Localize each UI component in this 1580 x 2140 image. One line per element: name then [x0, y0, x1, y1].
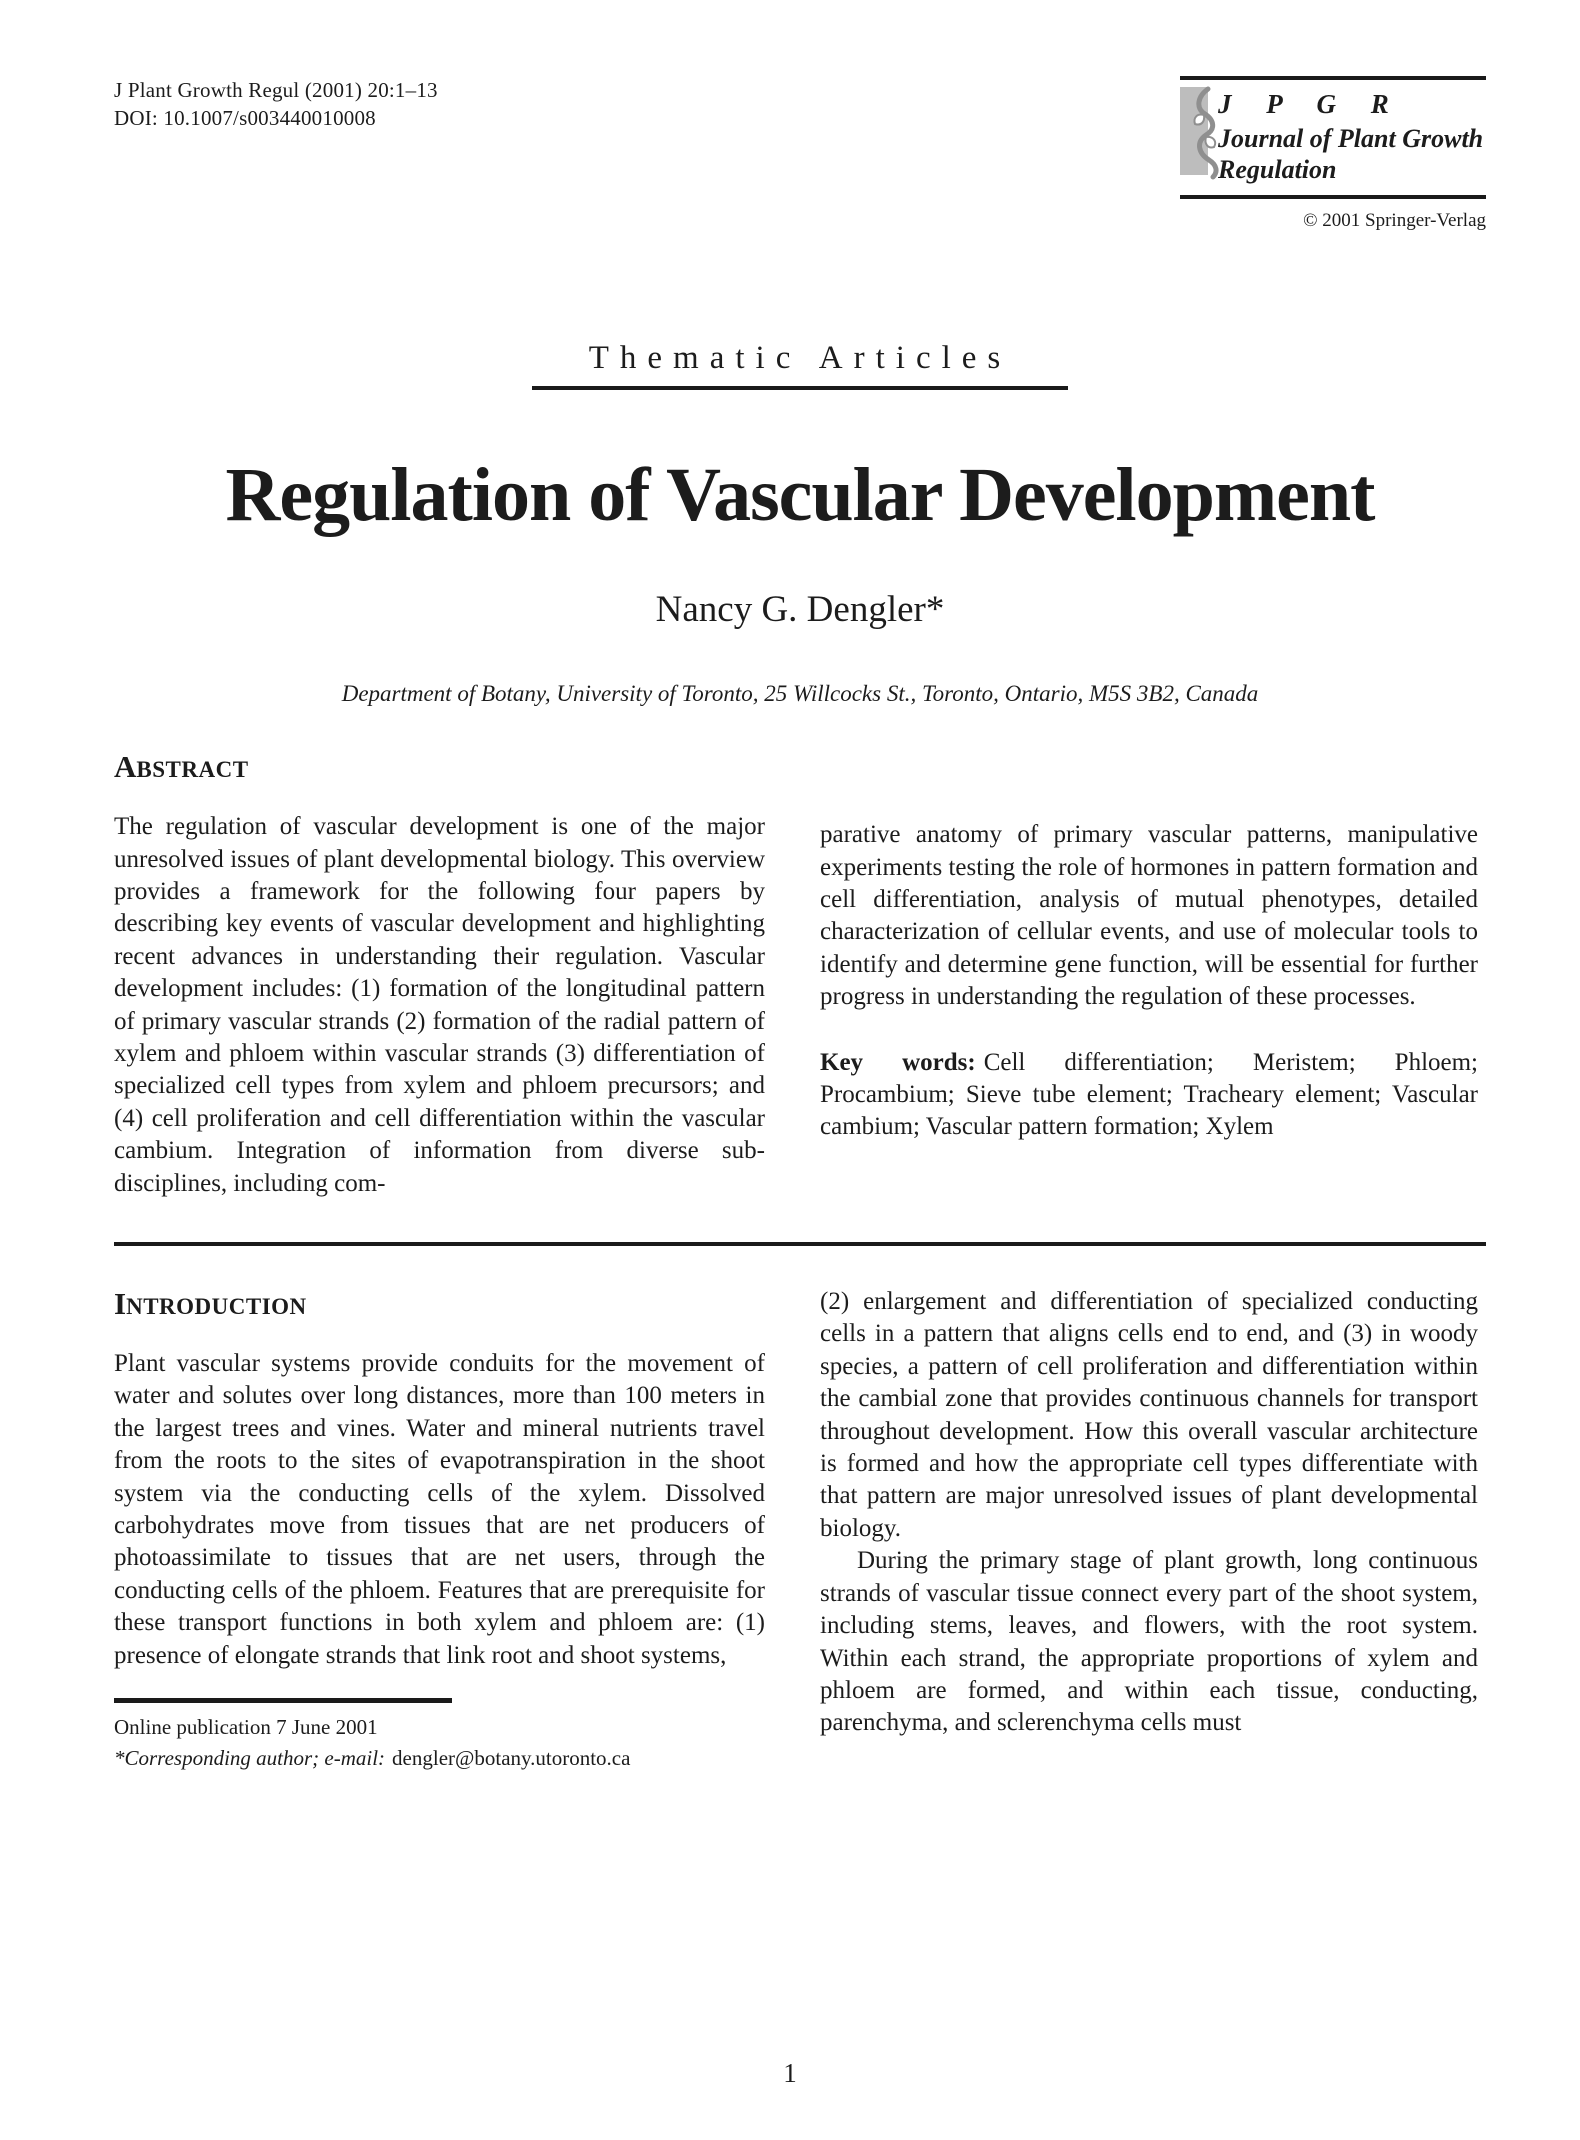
journal-citation-line1: J Plant Growth Regul (2001) 20:1–13 [114, 78, 438, 102]
keywords-list: Cell differentiation; Meristem; Phloem; Procambium; Sieve tube element; Tracheary element; Vascular cambium; Vascular pattern formation; Xylem [820, 1048, 1479, 1141]
footnote-corresponding-author [114, 1743, 765, 1773]
page-header [114, 0, 1486, 232]
keywords-paragraph [820, 1047, 1478, 1144]
abstract-text-col2: parative anatomy of primary vascular patterns, manipulative experiments testing the role of hormones in pattern formation and cell differentiation, analysis of mutual phenotypes, detailed characterization of cellular events, and use of molecular tools to identify and determine gene function, will be essential for further progress in understanding the regulation of these processes. [820, 821, 1478, 1011]
introduction-heading: INTRODUCTION [114, 1286, 307, 1322]
logo-gray-box [1180, 87, 1208, 175]
introduction-text-col1: Plant vascular systems provide conduits for the movement of water and solutes over long distances, more than 100 meters in the largest trees and vines. Water and mineral nutrients travel from the roots to the sites of evapotranspiration in the shoot system via the conducting cells of the xylem. Dissolved carbohydrates move from tissues that are net producers of photoassimilate to tissues that are net users, through the conducting cells of the phloem. Features that are prerequisite for these transport functions in both xylem and phloem are: (1) presence of elongate strands that link root and shoot systems, [114, 1350, 765, 1669]
section-label-block [114, 340, 1486, 390]
footnote-publication-date: Online publication 7 June 2001 [114, 1715, 378, 1740]
author-affiliation: Department of Botany, University of Toronto, 25 Willcocks St., Toronto, Ontario, M5S 3B2, Canada [341, 681, 1259, 707]
journal-logo [1180, 76, 1486, 232]
abstract-section [114, 749, 1486, 1200]
introduction-section [114, 1286, 1486, 1773]
author-name: Nancy G. Dengler* [655, 589, 945, 631]
footnote-author-label: *Corresponding author; e-mail: [114, 1745, 386, 1770]
section-label: Thematic Articles [588, 340, 1012, 377]
footnote-email: dengler@botany.utoronto.ca [392, 1745, 631, 1770]
logo-text [1218, 87, 1483, 185]
journal-citation [114, 76, 438, 133]
logo-name-line2: Regulation [1218, 155, 1337, 185]
article-title: Regulation of Vascular Development [225, 453, 1375, 538]
introduction-text-col2-para2: During the primary stage of plant growth, long continuous strands of vascular tissue connect every part of the shoot system, including stems, leaves, and flowers, with the root system. Within each strand, the appropriate proportions of xylem and phloem are formed, and within each tissue, conducting, parenchyma, and sclerenchyma cells must [820, 1547, 1478, 1737]
logo-bottom-rule [1180, 195, 1486, 199]
logo-acronym: J P G R [1218, 89, 1403, 119]
page-number: 1 [783, 2058, 797, 2088]
footnote-rule [114, 1698, 452, 1703]
introduction-left-column [114, 1286, 765, 1773]
abstract-right-column [820, 749, 1478, 1200]
logo-name-line1: Journal of Plant Growth [1218, 124, 1484, 153]
section-divider-rule [114, 1242, 1486, 1246]
abstract-left-column [114, 749, 765, 1200]
footnote-block [114, 1698, 765, 1773]
introduction-text-col2-para1: (2) enlargement and differentiation of specialized conducting cells in a pattern that aligns cells end to end, and (3) in woody species, a pattern of cell proliferation and differentiation within the cambial zone that provides continuous channels for transport throughout development. How this overall vascular architecture is formed and how the appropriate cell types differentiate with that pattern are major unresolved issues of plant developmental biology. [820, 1288, 1478, 1542]
abstract-heading: ABSTRACT [114, 749, 249, 785]
section-label-rule [532, 386, 1068, 390]
journal-citation-doi: DOI: 10.1007/s003440010008 [114, 106, 376, 131]
introduction-right-column [820, 1286, 1478, 1773]
keywords-label: Key words: [820, 1048, 976, 1076]
abstract-text-col1: The regulation of vascular development is one of the major unresolved issues of plant developmental biology. This overview provides a framework for the following four papers by describing key events of vascular development and highlighting recent advances in understanding their regulation. Vascular development includes: (1) formation of the longitudinal pattern of primary vascular strands (2) formation of the radial pattern of xylem and phloem within vascular strands (3) differentiation of specialized cell types from xylem and phloem precursors; and (4) cell proliferation and cell differentiation within the vascular cambium. Integration of information from diverse sub-disciplines, including com- [114, 813, 765, 1197]
copyright-notice: © 2001 Springer-Verlag [1303, 210, 1486, 232]
